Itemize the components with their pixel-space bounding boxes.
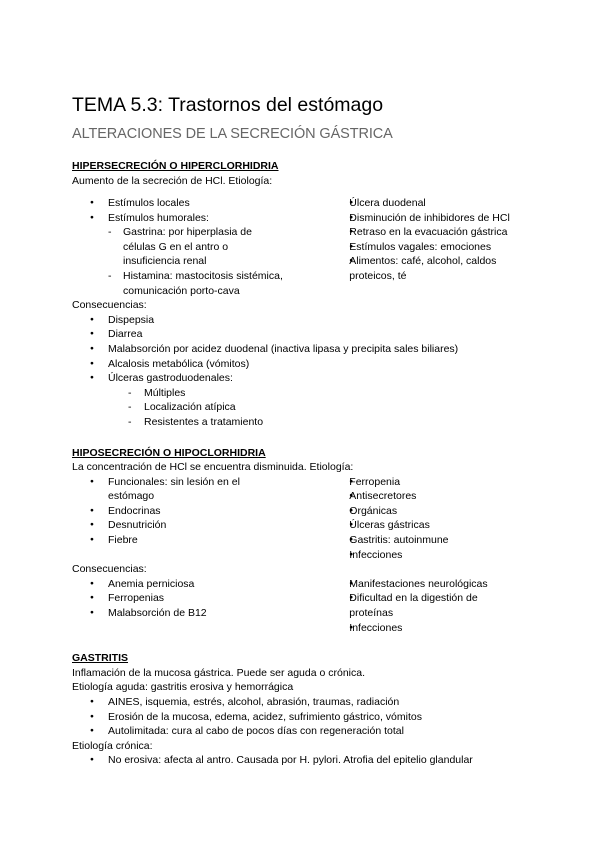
list-item: ● Endocrinas (72, 504, 333, 519)
gastritis-definition: Inflamación de la mucosa gástrica. Puede ser aguda o crónica. (72, 666, 366, 679)
list-item: ● Anemia perniciosa (72, 577, 333, 592)
page-title: TEMA 5.3: Trastornos del estómago (72, 94, 384, 116)
hiper-etiology-columns (72, 196, 532, 298)
hipo-etiology-columns (72, 475, 532, 563)
sub-list-item: - Gastrina: por hiperplasia de células G en el antro o insuficiencia renal (72, 225, 283, 269)
list-item: ● Antisecretores (331, 489, 532, 504)
hipo-consequences-columns (72, 577, 532, 635)
section-heading-gastritis: GASTRITIS (72, 652, 129, 665)
sub-list-item: - Múltiples (72, 386, 532, 401)
list-item: ● Retraso en la evacuación gástrica (331, 225, 532, 240)
document-page (72, 92, 532, 768)
list-item: ● Manifestaciones neurológicas (331, 577, 532, 592)
list-item: ● Orgánicas (331, 504, 532, 519)
sub-list-item: - Histamina: mastocitosis sistémica, comunicación porto-cava (72, 269, 293, 298)
list-item: ● Gastritis: autoinmune (331, 533, 532, 548)
list-item: ● Estímulos humorales: (72, 211, 333, 226)
hiper-consequences-list (72, 313, 532, 386)
list-item: ● Ferropenia (331, 475, 532, 490)
list-item: ● Ferropenias (72, 591, 333, 606)
hiper-consequences-label: Consecuencias: (72, 299, 147, 312)
gastritis-aguda-list (72, 695, 532, 739)
list-item: ● Desnutrición (72, 518, 333, 533)
gastritis-aguda-label: Etiología aguda: gastritis erosiva y hemorrágica (72, 681, 294, 694)
list-item: ● AINES, isquemia, estrés, alcohol, abrasión, traumas, radiación (72, 695, 532, 710)
section-heading-hipersecrecion: HIPERSECRECIÓN O HIPERCLORHIDRIA (72, 160, 279, 172)
list-item: ● Estímulos vagales: emociones (331, 240, 532, 255)
list-item: ● Diarrea (72, 327, 532, 342)
list-item: ● Malabsorción por acidez duodenal (inactiva lipasa y precipita sales biliares) (72, 342, 532, 357)
list-item: ● Alimentos: café, alcohol, caldos proteicos, té (331, 254, 519, 283)
hiper-intro: Aumento de la secreción de HCl. Etiología: (72, 174, 273, 187)
list-item: ● No erosiva: afecta al antro. Causada por H. pylori. Atrofia del epitelio glandular (72, 753, 532, 768)
sub-list-item: - Localización atípica (72, 400, 532, 415)
ulcer-sub-list (72, 386, 532, 430)
list-item: ● Malabsorción de B12 (72, 606, 333, 621)
section-heading-hiposecrecion: HIPOSECRECIÓN O HIPOCLORHIDRIA (72, 446, 266, 459)
list-item: ● Infecciones (331, 548, 532, 563)
gastritis-cronica-label: Etiología crónica: (72, 739, 153, 752)
list-item: ● Infecciones (331, 621, 532, 636)
list-item: ● Dificultad en la digestión de proteínas (331, 591, 509, 620)
list-item: ● Fiebre (72, 533, 333, 548)
list-item: ● Úlceras gastroduodenales: (72, 371, 532, 386)
gastritis-cronica-list (72, 753, 532, 768)
list-item: ● Funcionales: sin lesión en el estómago (72, 475, 258, 504)
list-item: ● Dispepsia (72, 313, 532, 328)
list-item: ● Úlcera duodenal (331, 196, 532, 211)
list-item: ● Alcalosis metabólica (vómitos) (72, 357, 532, 372)
list-item: ● Autolimitada: cura al cabo de pocos días con regeneración total (72, 724, 532, 739)
list-item: ● Erosión de la mucosa, edema, acidez, sufrimiento gástrico, vómitos (72, 710, 532, 725)
page-subtitle: ALTERACIONES DE LA SECRECIÓN GÁSTRICA (72, 126, 393, 142)
list-item: ● Disminución de inhibidores de HCl (331, 211, 532, 226)
sub-list-item: - Resistentes a tratamiento (72, 415, 532, 430)
hipo-consequences-label: Consecuencias: (72, 563, 147, 576)
list-item: ● Estímulos locales (72, 196, 333, 211)
hipo-intro: La concentración de HCl se encuentra disminuida. Etiología: (72, 461, 354, 474)
list-item: ● Úlceras gástricas (331, 518, 532, 533)
